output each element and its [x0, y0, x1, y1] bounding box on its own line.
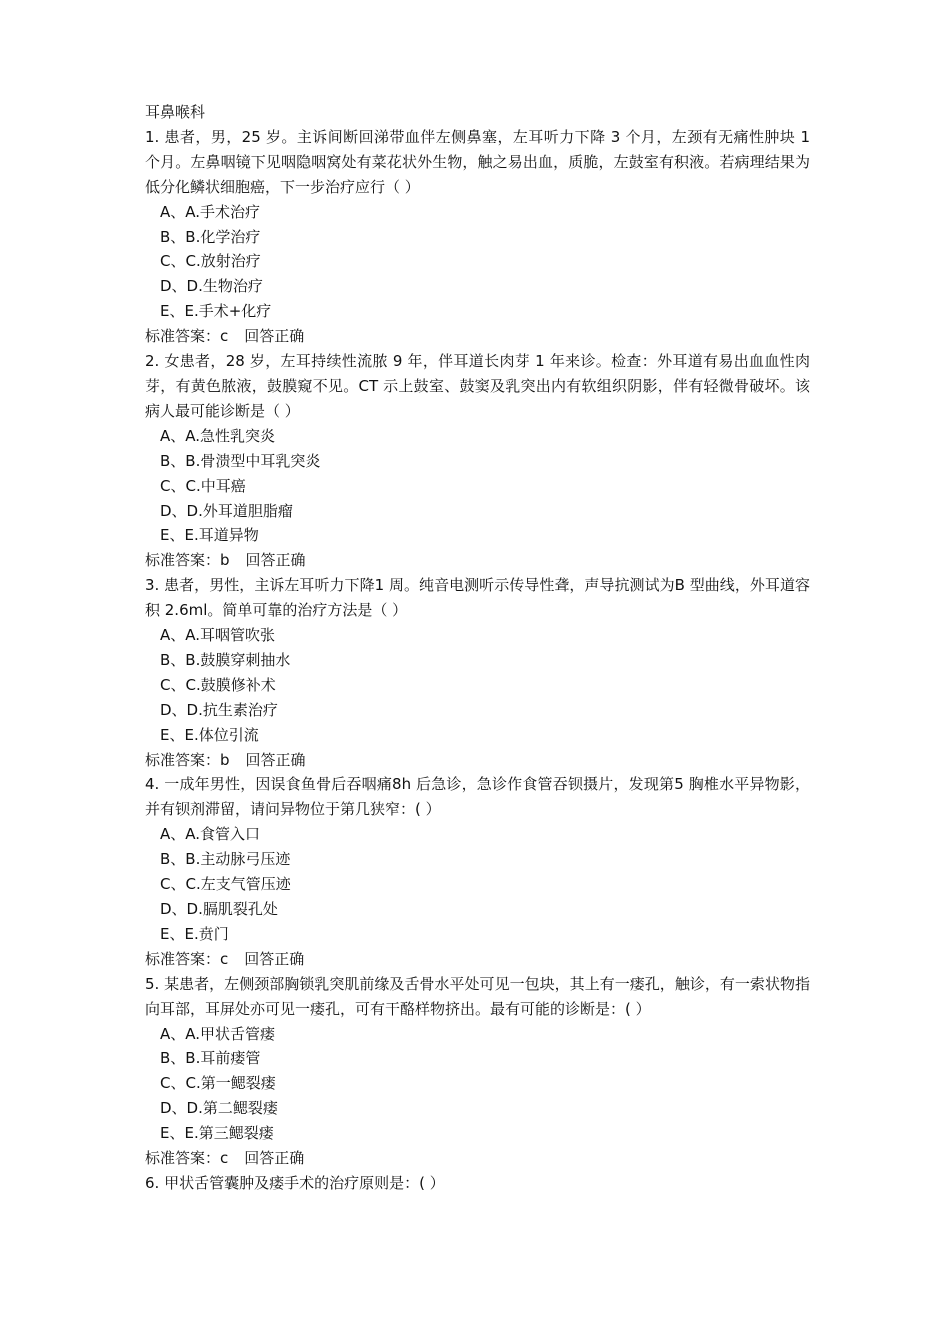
option-a: A、A.急性乳突炎 [160, 426, 276, 445]
option-b: B、B.鼓膜穿刺抽水 [160, 650, 291, 669]
answer-value: c [220, 949, 229, 968]
option-d: D、D.抗生素治疗 [160, 700, 278, 719]
option-a: A、A.手术治疗 [160, 202, 261, 221]
option-c: C、C.放射治疗 [160, 252, 261, 271]
option-e: E、E.贲门 [160, 924, 229, 943]
option-c: C、C.第一鳃裂瘘 [160, 1074, 276, 1093]
answer-result: 回答正确 [244, 327, 305, 346]
question-1 [145, 125, 810, 349]
answer-line [145, 324, 810, 349]
option-d: D、D.第二鳃裂瘘 [160, 1099, 278, 1118]
question-6 [145, 1171, 810, 1196]
question-3 [145, 573, 810, 772]
option-b: B、B.骨溃型中耳乳突炎 [160, 451, 321, 470]
option-e: E、E.第三鳃裂瘘 [160, 1124, 274, 1143]
answer-result: 回答正确 [245, 750, 306, 769]
answer-result: 回答正确 [244, 949, 305, 968]
option-a: A、A.食管入口 [160, 825, 261, 844]
question-stem: 1. 患者，男，25 岁。主诉间断回涕带血伴左侧鼻塞，左耳听力下降 3 个月，左颈有无痛性肿块 1 个月。左鼻咽镜下见咽隐咽窝处有菜花状外生物，触之易出血，质脆，左鼓室有积液。若病理结果为低分化鳞状细胞癌，下一步治疗应行（ ） [145, 127, 810, 196]
answer-line [145, 1146, 810, 1171]
option-c: C、C.鼓膜修补术 [160, 675, 276, 694]
answer-value: c [220, 327, 229, 346]
answer-prefix: 标准答案： [145, 551, 221, 570]
option-a: A、A.耳咽管吹张 [160, 626, 276, 645]
answer-result: 回答正确 [244, 1149, 305, 1168]
answer-result: 回答正确 [245, 551, 306, 570]
question-stem: 2. 女患者，28 岁，左耳持续性流脓 9 年，伴耳道长肉芽 1 年来诊。检查：外耳道有易出血血性肉芽，有黄色脓液，鼓膜窥不见。CT 示上鼓室、鼓窦及乳突出内有软组织阴影，伴有轻微骨破坏。该病人最可能诊断是（ ） [145, 352, 810, 420]
answer-line [145, 548, 810, 573]
option-d: D、D.外耳道胆脂瘤 [160, 501, 293, 520]
question-stem: 6. 甲状舌管囊肿及瘘手术的治疗原则是：( ） [145, 1173, 445, 1192]
answer-prefix: 标准答案： [145, 750, 221, 769]
answer-value: b [220, 551, 230, 570]
option-d: D、D.生物治疗 [160, 277, 263, 296]
answer-line [145, 748, 810, 773]
question-stem: 4. 一成年男性，因误食鱼骨后吞咽痛8h 后急诊，急诊作食管吞钡摄片，发现第5 胸椎水平异物影，并有钡剂滞留，请问异物位于第几狭窄：( ） [145, 775, 810, 819]
question-2 [145, 349, 810, 573]
option-e: E、E.手术+化疗 [160, 302, 272, 321]
option-e: E、E.体位引流 [160, 725, 259, 744]
answer-prefix: 标准答案： [145, 327, 221, 346]
option-b: B、B.耳前瘘管 [160, 1049, 261, 1068]
option-e: E、E.耳道异物 [160, 526, 259, 545]
option-c: C、C.中耳癌 [160, 476, 246, 495]
doc-title: 耳鼻喉科 [145, 103, 206, 121]
answer-value: b [220, 750, 230, 769]
option-a: A、A.甲状舌管瘘 [160, 1024, 276, 1043]
option-c: C、C.左支气管压迹 [160, 875, 291, 894]
answer-line [145, 947, 810, 972]
answer-prefix: 标准答案： [145, 949, 221, 968]
answer-prefix: 标准答案： [145, 1149, 221, 1168]
option-b: B、B.主动脉弓压迹 [160, 850, 291, 869]
question-5 [145, 972, 810, 1171]
option-b: B、B.化学治疗 [160, 227, 261, 246]
question-4 [145, 772, 810, 971]
answer-value: c [220, 1149, 229, 1168]
question-stem: 5. 某患者，左侧颈部胸锁乳突肌前缘及舌骨水平处可见一包块，其上有一瘘孔，触诊，有一索状物指向耳部，耳屏处亦可见一瘘孔，可有干酪样物挤出。最有可能的诊断是：( ） [145, 974, 810, 1018]
question-stem: 3. 患者，男性，主诉左耳听力下降1 周。纯音电测听示传导性聋，声导抗测试为B 型曲线，外耳道容积 2.6ml。简单可靠的治疗方法是（ ） [145, 576, 810, 620]
document-page [145, 100, 810, 1196]
option-d: D、D.膈肌裂孔处 [160, 900, 278, 918]
